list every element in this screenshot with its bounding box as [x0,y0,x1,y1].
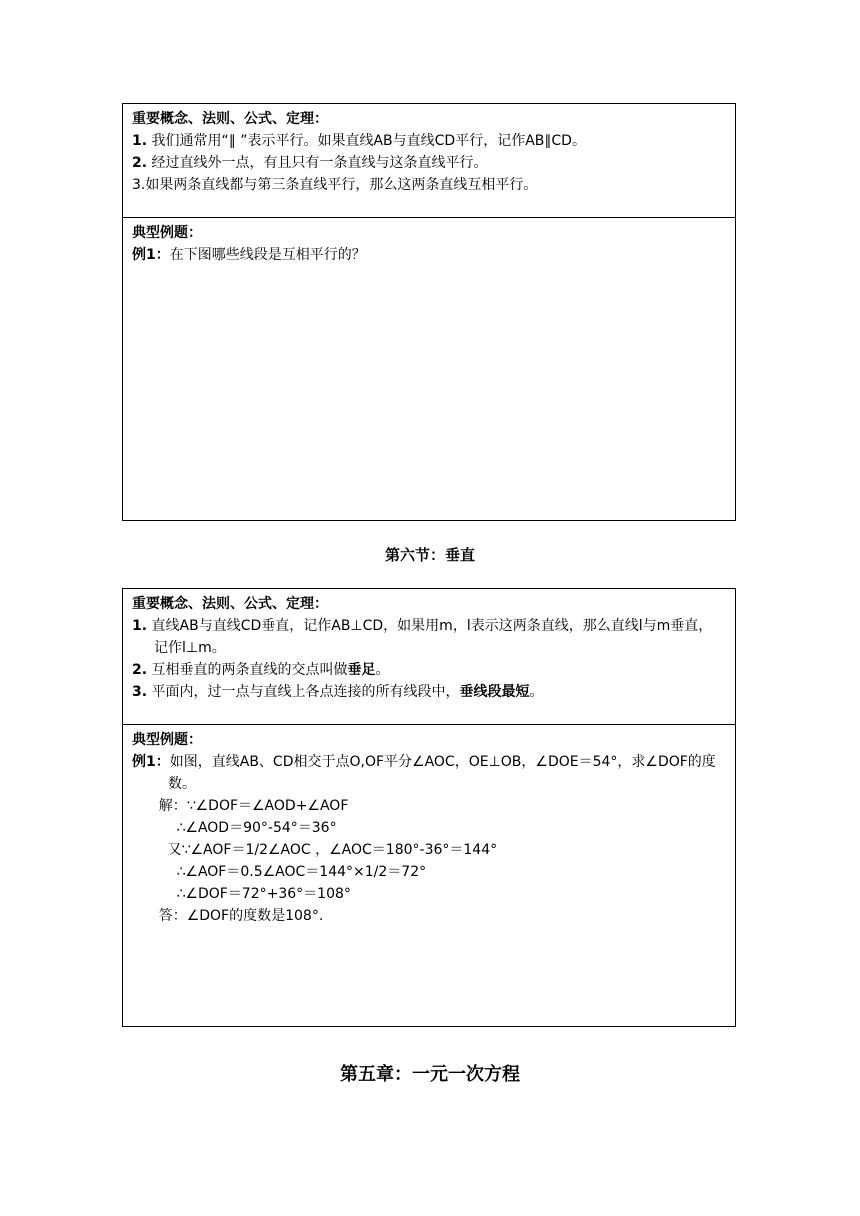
concept-item-2 [132,659,726,681]
parallel-concepts-box [122,103,736,521]
examples-cell [123,217,735,520]
concept-item-2 [132,152,726,174]
answer-line: 答：∠DOF的度数是108°. [132,908,324,924]
concepts-cell [123,104,735,217]
solution-line-1: 解：∵∠DOF＝∠AOD+∠AOF [132,798,349,814]
item-text-end: 。 [375,662,390,678]
example-text: 在下图哪些线段是互相平行的？ [169,247,366,263]
item-text: 3.如果两条直线都与第三条直线平行，那么这两条直线互相平行。 [132,177,538,193]
example-text: 如图，直线AB、CD相交于点O,OF平分∠AOC，OE⊥OB，∠DOE＝54°，求∠DOF的度数。 [168,754,716,792]
example-label: 例1： [132,247,170,263]
concept-item-1 [132,130,726,152]
examples-heading: 典型例题： [132,225,202,241]
item-number: 1. [132,133,148,149]
examples-cell [123,724,735,1026]
section-title: 第六节：垂直 [384,546,475,564]
solution-line-5: ∴∠DOF＝72°+36°＝108° [132,886,351,902]
example-label: 例1： [132,754,170,770]
example-1 [132,244,726,266]
concepts-cell [123,589,735,724]
concept-item-3 [132,174,726,196]
item-number: 3. [132,684,148,700]
item-text-end: 。 [529,684,544,700]
item-number: 2. [132,155,148,171]
item-text: 平面内，过一点与直线上各点连接的所有线段中， [147,684,460,700]
concepts-heading: 重要概念、法则、公式、定理： [132,596,328,612]
chapter-title: 第五章：一元一次方程 [340,1064,520,1085]
item-keyword: 垂线段最短 [459,684,530,700]
concept-item-3 [132,681,726,703]
concept-item-1 [132,615,726,659]
solution-line-2: ∴∠AOD＝90°-54°＝36° [132,820,337,836]
item-text: 经过直线外一点，有且只有一条直线与这条直线平行。 [147,155,488,171]
item-keyword: 垂足 [347,662,376,678]
item-text: 互相垂直的两条直线的交点叫做 [147,662,348,678]
solution-line-4: ∴∠AOF＝0.5∠AOC＝144°×1/2＝72° [132,864,427,880]
example-1 [132,751,726,795]
item-text: 我们通常用“∥ ”表示平行。如果直线AB与直线CD平行，记作AB∥CD。 [147,133,586,149]
examples-heading: 典型例题： [132,732,202,748]
solution-line-3: 又∵∠AOF＝1/2∠AOC ，∠AOC＝180°-36°＝144° [132,842,498,858]
perpendicular-concepts-box [122,588,736,1027]
item-number: 2. [132,662,148,678]
item-text: 直线AB与直线CD垂直，记作AB⊥CD，如果用m，l表示这两条直线，那么直线l与m垂直，记作l⊥m。 [147,618,713,656]
item-number: 1. [132,618,148,634]
concepts-heading: 重要概念、法则、公式、定理： [132,111,328,127]
